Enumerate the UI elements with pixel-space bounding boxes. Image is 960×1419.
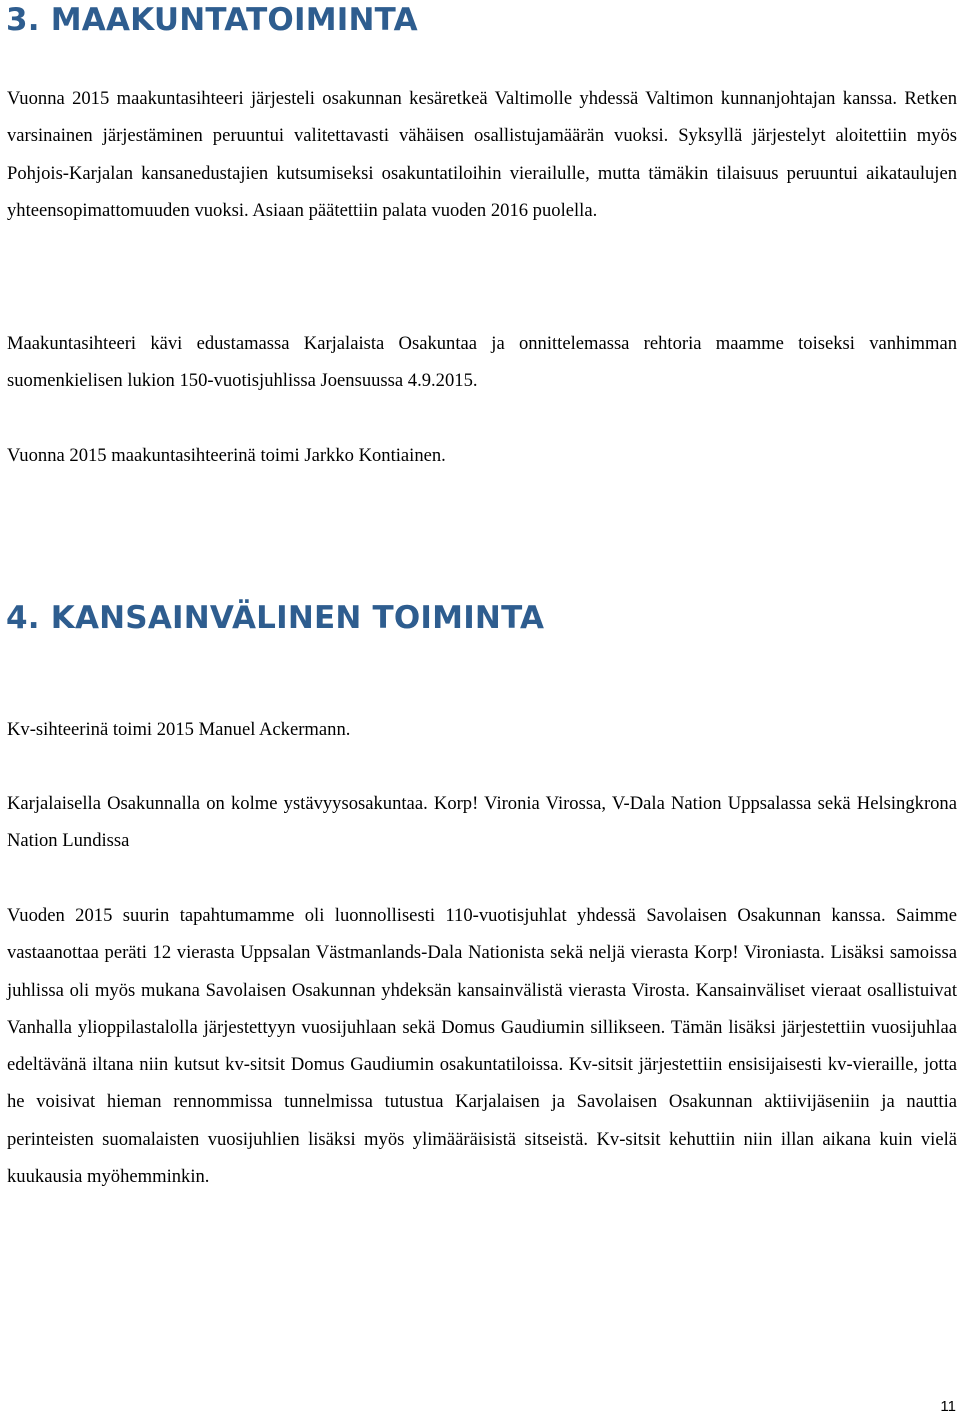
paragraph-juhlat-joensuussa: Maakuntasihteeri kävi edustamassa Karjalaista Osakuntaa ja onnittelemassa rehtoria maamme toiseksi vanhimman suomenkielisen lukion 150-vuotisjuhlissa Joensuussa 4.9.2015. <box>7 333 957 392</box>
paragraph-vuosijuhlat: Vuoden 2015 suurin tapahtumamme oli luonnollisesti 110-vuotisjuhlat yhdessä Savolaisen Osakunnan kanssa. Saimme vastaanottaa peräti 12 vierasta Uppsalan Västmanlands-Dala Nationista sekä neljä vierasta Korp! Vironiasta. Lisäksi samoissa juhlissa oli myös mukana Savolaisen Osakunnan yhdeksän kansainvälistä vierasta Virosta. Kansainväliset vieraat osallistuivat Vanhalla ylioppilastalolla järjestettyyn vuosijuhlaan sekä Domus Gaudiumin sillikseen. Tämän lisäksi järjestettiin vuosijuhlaa edeltävänä iltana niin kutsut kv-sitsit Domus Gaudiumin osakuntatiloissa. Kv-sitsit järjestettiin ensisijaisesti kv-vieraille, jotta he voisivat hieman rennommissa tunnelmissa tutustua Karjalaisen ja Savolaisen Osakunnan aktiivijäseniin ja nauttia perinteisten suomalaisten vuosijuhlien lisäksi myös ylimääräisistä sitseistä. Kv-sitsit kehuttiin niin illan aikana kuin vielä kuukausia myöhemminkin. <box>7 905 957 1188</box>
paragraph-ystavyysosakunnat: Karjalaisella Osakunnalla on kolme ystävyysosakuntaa. Korp! Vironia Virossa, V-Dala Nation Uppsalassa sekä Helsingkrona Nation Lundissa <box>7 793 957 852</box>
section-heading-maakuntatoiminta: 3. MAAKUNTATOIMINTA <box>6 2 418 38</box>
paragraph-kv-sihteeri: Kv-sihteerinä toimi 2015 Manuel Ackermann. <box>7 719 351 740</box>
paragraph-kesaretki: Vuonna 2015 maakuntasihteeri järjesteli osakunnan kesäretkeä Valtimolle yhdessä Valtimon kunnanjohtajan kanssa. Retken varsinainen järjestäminen peruuntui valitettavasti vähäisen osallistujamäärän vuoksi. Syksyllä järjestelyt aloitettiin myös Pohjois-Karjalan kansanedustajien kutsumiseksi osakuntatiloihin vierailulle, mutta tämäkin tilaisuus peruuntui aikataulujen yhteensopimattomuuden vuoksi. Asiaan päätettiin palata vuoden 2016 puolella. <box>7 88 957 221</box>
page-number: 11 <box>940 1398 956 1415</box>
paragraph-maakuntasihteeri: Vuonna 2015 maakuntasihteerinä toimi Jarkko Kontiainen. <box>7 445 446 466</box>
section-heading-kansainvalinen-toiminta: 4. KANSAINVÄLINEN TOIMINTA <box>6 600 545 636</box>
